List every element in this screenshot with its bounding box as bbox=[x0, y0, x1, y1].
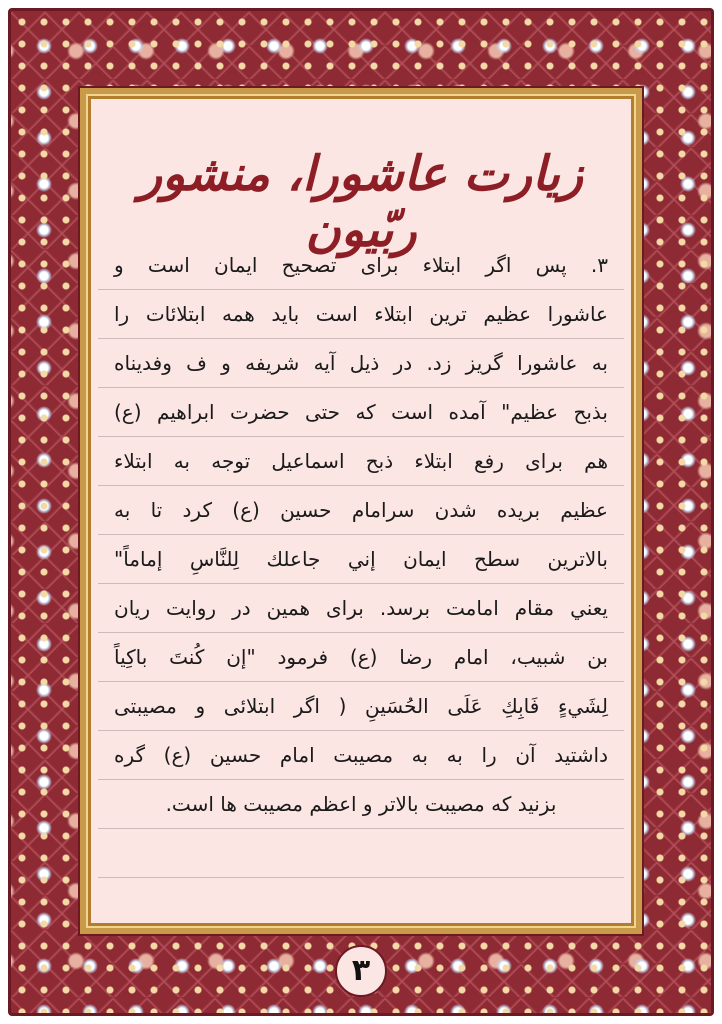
page-number-badge: ۳ bbox=[335, 945, 387, 997]
page-content bbox=[98, 106, 624, 916]
text-line: بالاترین سطح ایمان إني جاعلك لِلنَّاسِ إماماً" bbox=[98, 535, 624, 584]
text-line: بزنید که مصیبت بالاتر و اعظم مصیبت ها است. bbox=[98, 780, 624, 829]
text-line: يعني مقام امامت برسد. برای همین در روایت ریان bbox=[98, 584, 624, 633]
text-line: بذبح عظیم" آمده است که حتی حضرت ابراهیم (ع) bbox=[98, 388, 624, 437]
text-line: هم برای رفع ابتلاء ذبح اسماعیل توجه به ابتلاء bbox=[98, 437, 624, 486]
text-line: بن شبیب، امام رضا (ع) فرمود "إن كُنتَ باكِياً bbox=[98, 633, 624, 682]
page-title: زیارت عاشورا، منشور ربّیون bbox=[138, 146, 584, 258]
text-lines bbox=[98, 241, 624, 878]
blank-ruled-line bbox=[98, 829, 624, 878]
text-line: داشتید آن را به به مصیبت امام حسین (ع) گره bbox=[98, 731, 624, 780]
text-line: ۳. پس اگر ابتلاء برای تصحیح ایمان است و bbox=[98, 241, 624, 290]
text-line: عظیم بریده شدن سرامام حسین (ع) کرد تا به bbox=[98, 486, 624, 535]
text-line: به عاشورا گریز زد. در ذیل آیه شریفه و ف وفدیناه bbox=[98, 339, 624, 388]
text-line: عاشورا عظیم ترین ابتلاء است باید همه ابتلائات را bbox=[98, 290, 624, 339]
text-line: لِشَيءٍ فَابِكِ عَلَى الحُسَينِ ( اگر ابتلائی و مصیبتی bbox=[98, 682, 624, 731]
